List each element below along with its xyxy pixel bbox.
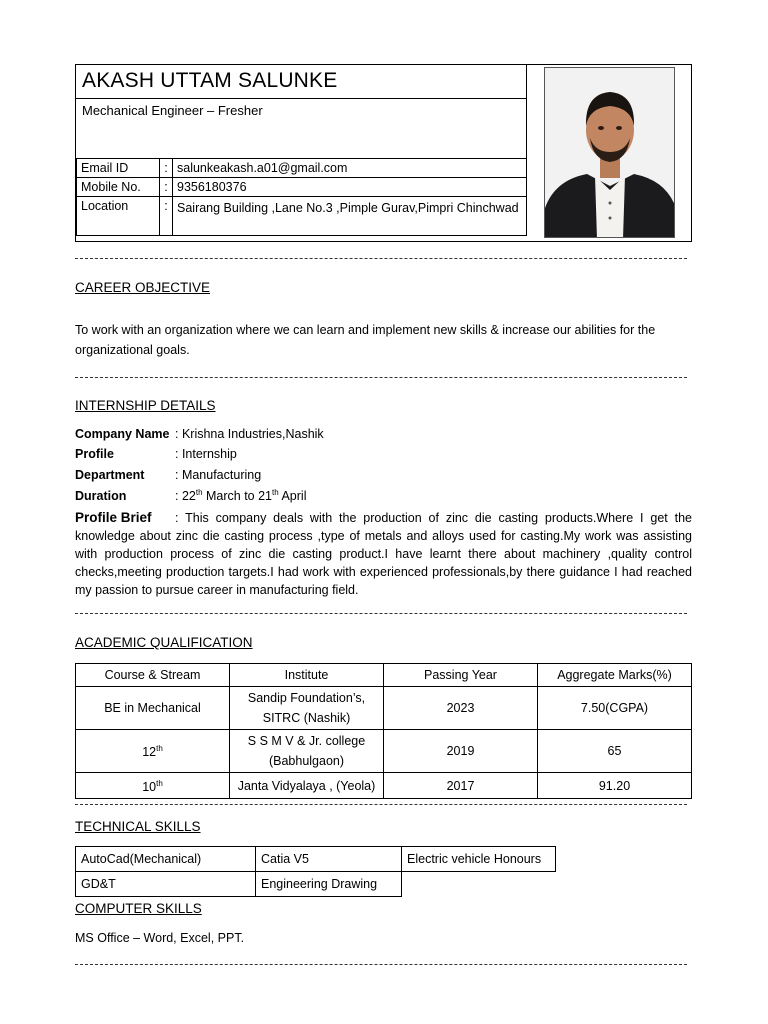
duration-start: : 22: [175, 489, 196, 504]
table-row: [76, 730, 692, 773]
ordinal-suffix: th: [156, 779, 163, 788]
company-label: Company Name: [75, 427, 170, 441]
email-value: salunkeakash.a01@gmail.com: [173, 159, 527, 178]
empty-cell: [402, 872, 556, 897]
department-row: [75, 468, 261, 482]
profile-brief-label: Profile Brief: [75, 510, 152, 525]
technical-skills-table: [75, 846, 556, 897]
profile-brief-text: : This company deals with the production of zinc die casting products.Where I get the knowledge about zinc die casting process ,type of metals and alloys used for casting.My work was assisting with production process of zinc die casting product.I have learnt there about machinery ,quality control checks,meeting production targets.I had work with experienced professionals,by there guidance I had reached my passion to pursue career in manufacturing field.: [75, 511, 692, 597]
ordinal-suffix: th: [195, 488, 203, 497]
role-level: – Fresher: [203, 103, 263, 118]
contact-separator: :: [160, 159, 173, 178]
role-title: Mechanical Engineer: [82, 103, 204, 118]
career-objective-text: To work with an organization where we can learn and implement new skills & increase our abilities for the organizational goals.: [75, 323, 656, 357]
divider: [75, 258, 687, 259]
internship-heading: INTERNSHIP DETAILS: [75, 398, 216, 413]
computer-skills-heading: COMPUTER SKILLS: [75, 901, 202, 916]
contact-table: [76, 158, 527, 236]
duration-value: [175, 489, 306, 503]
company-value: : Krishna Industries,Nashik: [175, 427, 324, 441]
table-row: [76, 847, 556, 872]
profile-photo: [544, 67, 675, 238]
candidate-name: AKASH UTTAM SALUNKE: [76, 65, 527, 99]
institute-line: S S M V & Jr. college: [247, 734, 366, 748]
contact-label: Email ID: [77, 159, 160, 178]
academic-heading: ACADEMIC QUALIFICATION: [75, 635, 253, 650]
profile-label: Profile: [75, 447, 114, 461]
contact-separator: :: [160, 178, 173, 197]
contact-label: Location: [77, 197, 160, 236]
column-header: Aggregate Marks(%): [538, 664, 692, 687]
duration-row: [75, 488, 306, 503]
profile-value: : Internship: [175, 447, 237, 461]
candidate-role: [76, 99, 527, 158]
institute-line: (Babhulgaon): [268, 754, 345, 768]
profile-row: [75, 447, 237, 461]
table-header-row: [76, 664, 692, 687]
course-cell: [76, 773, 230, 799]
career-objective-heading: CAREER OBJECTIVE: [75, 280, 211, 295]
duration-mid: March to 21: [202, 489, 273, 504]
marks-cell: 65: [538, 730, 692, 773]
contact-separator: :: [160, 197, 173, 236]
profile-brief: [75, 509, 692, 599]
course-text: 10: [142, 780, 157, 795]
skill-cell: GD&T: [76, 872, 256, 897]
technical-skills-heading: TECHNICAL SKILLS: [75, 819, 201, 834]
person-photo-icon: [545, 68, 675, 238]
course-text: 12: [142, 745, 157, 760]
table-row: [76, 773, 692, 799]
table-row: [76, 872, 556, 897]
marks-cell: 7.50(CGPA): [538, 687, 692, 730]
divider: [75, 613, 687, 614]
marks-cell: 91.20: [538, 773, 692, 799]
column-header: Institute: [230, 664, 384, 687]
column-header: Passing Year: [384, 664, 538, 687]
contact-row-mobile: [77, 178, 527, 197]
year-cell: 2017: [384, 773, 538, 799]
resume-header: [75, 64, 692, 242]
company-row: [75, 427, 324, 441]
contact-label: Mobile No.: [77, 178, 160, 197]
divider: [75, 964, 687, 965]
institute-cell: [230, 730, 384, 773]
contact-row-email: [77, 159, 527, 178]
skill-cell: Catia V5: [256, 847, 402, 872]
duration-label: Duration: [75, 489, 127, 504]
computer-skills-text: MS Office – Word, Excel, PPT.: [75, 931, 245, 945]
ordinal-suffix: th: [156, 744, 163, 754]
ordinal-suffix: th: [272, 488, 279, 497]
institute-line: SITRC (Nashik): [262, 711, 351, 725]
contact-row-location: [77, 197, 527, 236]
department-value: : Manufacturing: [175, 468, 262, 482]
column-header: Course & Stream: [76, 664, 230, 687]
year-cell: 2019: [384, 730, 538, 773]
institute-line: Sandip Foundation’s,: [247, 691, 366, 705]
institute-cell: [230, 687, 384, 730]
mobile-value: 9356180376: [173, 178, 527, 197]
table-row: [76, 687, 692, 730]
skill-cell: Engineering Drawing: [256, 872, 402, 897]
duration-end: April: [278, 489, 307, 504]
institute-cell: Janta Vidyalaya , (Yeola): [230, 773, 384, 799]
department-label: Department: [75, 468, 145, 482]
year-cell: 2023: [384, 687, 538, 730]
location-value: Sairang Building ,Lane No.3 ,Pimple Gurav,Pimpri Chinchwad: [173, 197, 527, 236]
skill-cell: Electric vehicle Honours: [402, 847, 556, 872]
course-cell: [76, 730, 230, 773]
skill-cell: AutoCad(Mechanical): [76, 847, 256, 872]
course-cell: BE in Mechanical: [76, 687, 230, 730]
divider: [75, 377, 687, 378]
divider: [75, 804, 687, 805]
academic-table: [75, 663, 692, 799]
